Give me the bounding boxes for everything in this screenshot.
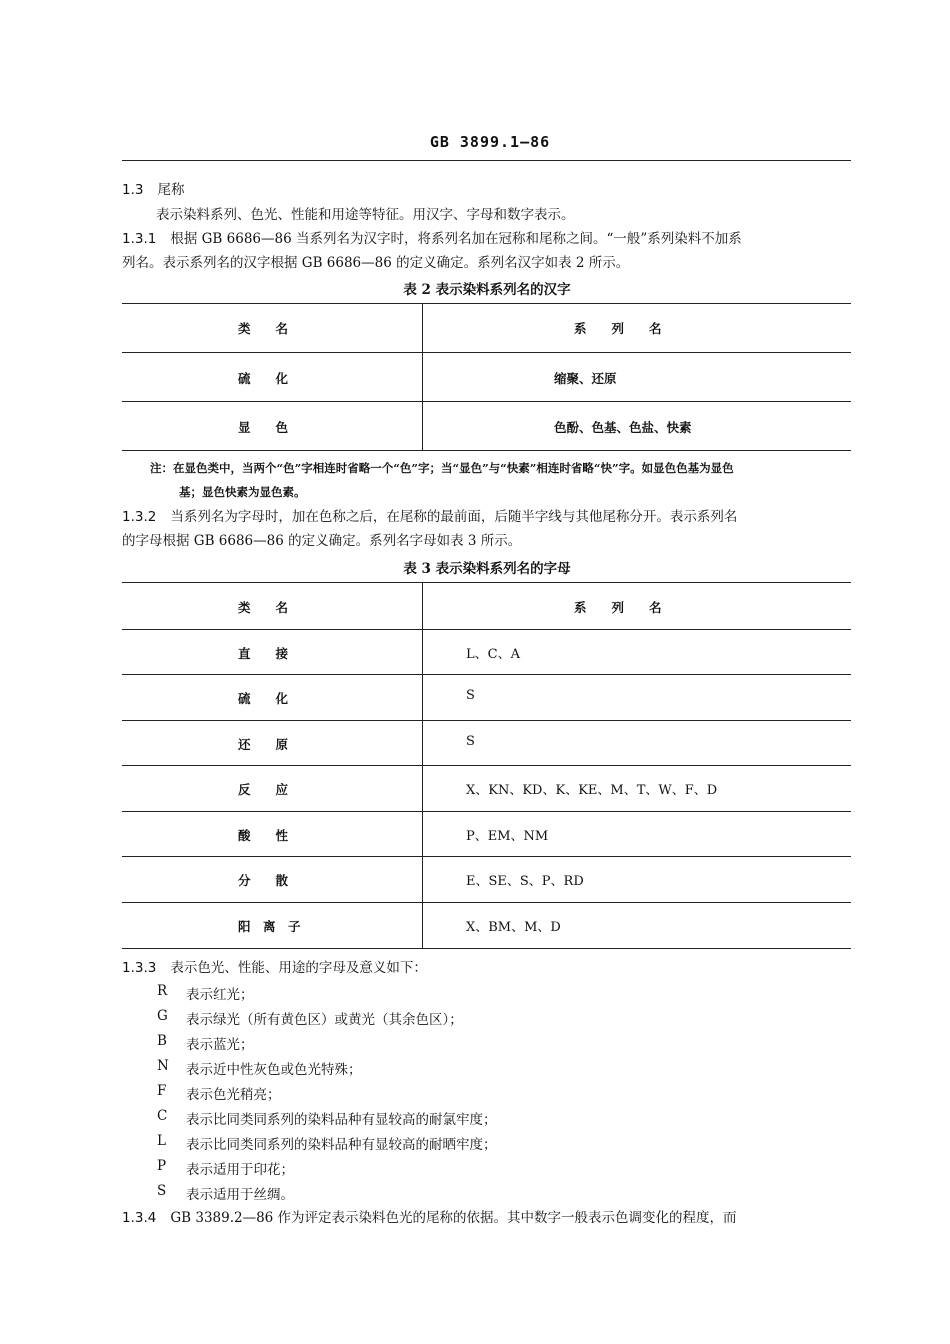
table3-row-series: S	[466, 734, 475, 749]
definition-letter: F	[157, 1083, 167, 1099]
table3-header-category: 类 名	[238, 600, 289, 615]
table-rule	[122, 401, 851, 402]
definition-text: 表示绿光（所有黄色区）或黄光（其余色区）；	[186, 1012, 463, 1028]
definition-text: 表示近中性灰色或色光特殊；	[186, 1062, 362, 1078]
definition-letter: P	[157, 1158, 167, 1174]
table-rule	[122, 450, 851, 451]
table2-row-series: 缩聚、还原	[554, 371, 617, 386]
table-rule	[122, 629, 851, 630]
table2-note-line2: 基；显色快素为显色素。	[179, 485, 306, 499]
table2-row-series: 色酚、色基、色盐、快素	[554, 420, 692, 435]
section-1-3-2-line2: 的字母根据 GB 6686—86 的定义确定。系列名字母如表 3 所示。	[122, 533, 522, 549]
table2-header-category: 类 名	[238, 321, 289, 336]
table2-row-category: 显 色	[238, 420, 289, 435]
table-rule	[122, 902, 851, 903]
paragraph-text: GB 3389.2—86 作为评定表示染料色光的尾称的依据。其中数字一般表示色调变化的程度，而	[170, 1210, 737, 1226]
table3-caption: 表 3 表示染料系列名的字母	[403, 561, 571, 577]
table3-row-category: 还 原	[238, 737, 289, 752]
table-rule	[122, 674, 851, 675]
table2-header-series: 系 列 名	[574, 321, 662, 336]
section-1-3-1-line2: 列名。表示系列名的汉字根据 GB 6686—86 的定义确定。系列名汉字如表 2 所示。	[122, 255, 630, 271]
definition-text: 表示比同类同系列的染料品种有显较高的耐晒牢度；	[186, 1137, 497, 1153]
table3-row-category: 阳 离 子	[238, 919, 301, 934]
table3-row-category: 硫 化	[238, 691, 289, 706]
definition-text: 表示比同类同系列的染料品种有显较高的耐氯牢度；	[186, 1112, 497, 1128]
definition-letter: C	[157, 1108, 168, 1124]
table-rule	[122, 582, 851, 583]
section-1-3-body: 表示染料系列、色光、性能和用途等特征。用汉字、字母和数字表示。	[156, 207, 575, 223]
table-rule	[122, 352, 851, 353]
section-1-3-heading	[122, 180, 184, 200]
table-rule	[122, 303, 851, 304]
section-title: 尾称	[157, 182, 185, 198]
definition-text: 表示适用于丝绸。	[186, 1187, 294, 1203]
table2-row-category: 硫 化	[238, 371, 289, 386]
definition-letter: G	[157, 1008, 168, 1024]
table-rule	[122, 856, 851, 857]
table3-row-category: 酸 性	[238, 828, 289, 843]
table-divider	[422, 582, 423, 948]
table3-row-series: X、KN、KD、K、KE、M、T、W、F、D	[466, 783, 718, 798]
section-title: 表示色光、性能、用途的字母及意义如下：	[170, 960, 427, 976]
table-divider	[422, 303, 423, 450]
section-1-3-1-line1	[122, 229, 742, 249]
section-number: 1.3.4	[122, 1210, 157, 1226]
table3-header-series: 系 列 名	[574, 600, 662, 615]
definition-text: 表示色光稍亮；	[186, 1087, 281, 1103]
table2	[122, 303, 851, 451]
definition-letter: R	[157, 983, 168, 999]
table2-caption: 表 2 表示染料系列名的汉字	[403, 282, 571, 298]
section-number: 1.3.2	[122, 509, 157, 525]
table2-note-line1: 注：在显色类中，当两个“色”字相连时省略一个“色”字；当“显色”与“快素”相连时省略“快”字。如显色色基为显色	[150, 461, 734, 475]
definition-letter: N	[157, 1058, 169, 1074]
section-1-3-3-heading	[122, 958, 427, 978]
section-number: 1.3.1	[122, 231, 157, 247]
definition-text: 表示适用于印花；	[186, 1162, 294, 1178]
section-number: 1.3	[122, 182, 144, 198]
table3	[122, 582, 851, 950]
table3-row-series: X、BM、M、D	[466, 920, 561, 935]
section-1-3-4-line1	[122, 1208, 737, 1228]
definition-letter: B	[157, 1033, 167, 1049]
definition-text: 表示红光；	[186, 987, 254, 1003]
definition-letter: S	[157, 1183, 167, 1199]
paragraph-text: 根据 GB 6686—86 当系列名为汉字时，将系列名加在冠称和尾称之间。“一般”系列染料不加系	[170, 231, 742, 247]
table3-row-category: 直 接	[238, 646, 289, 661]
table3-row-category: 反 应	[238, 782, 289, 797]
header-rule	[122, 160, 851, 161]
table-rule	[122, 811, 851, 812]
definition-letter: L	[157, 1133, 166, 1149]
table-rule	[122, 765, 851, 766]
section-number: 1.3.3	[122, 960, 157, 976]
table3-row-series: S	[466, 688, 475, 703]
standard-code: GB 3899.1—86	[429, 133, 551, 151]
table3-row-series: E、SE、S、P、RD	[466, 874, 584, 889]
table3-row-series: L、C、A	[466, 647, 520, 662]
table3-row-series: P、EM、NM	[466, 829, 549, 844]
paragraph-text: 当系列名为字母时，加在色称之后，在尾称的最前面，后随半字线与其他尾称分开。表示系列名	[170, 509, 738, 525]
definition-text: 表示蓝光；	[186, 1037, 254, 1053]
table3-row-category: 分 散	[238, 873, 289, 888]
table-rule	[122, 720, 851, 721]
table-rule	[122, 948, 851, 949]
section-1-3-2-line1	[122, 507, 737, 527]
